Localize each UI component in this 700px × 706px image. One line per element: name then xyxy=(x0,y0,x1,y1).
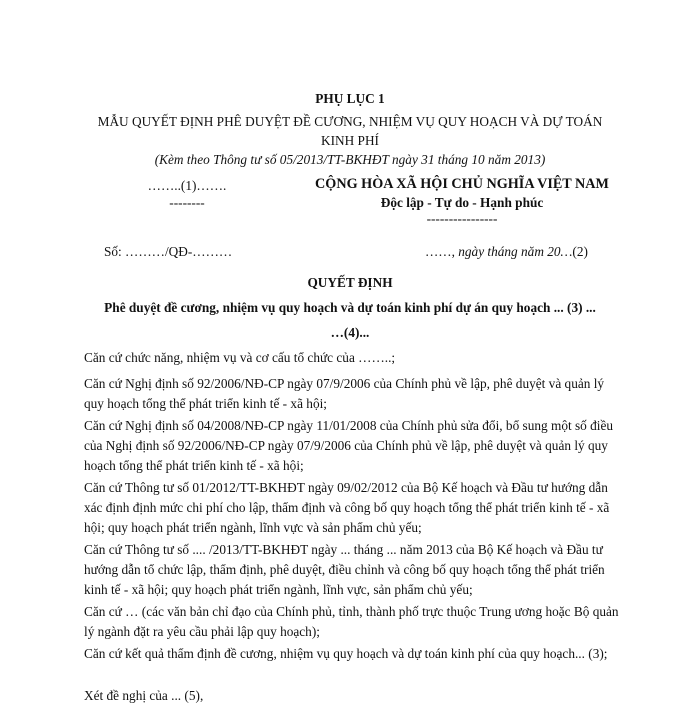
country-name: CỘNG HÒA XÃ HỘI CHỦ NGHĨA VIỆT NAM xyxy=(315,176,609,192)
paragraph-legal-basis-7: Căn cứ kết quả thẩm định đề cương, nhiệm vụ quy hoạch và dự toán kinh phí của quy hoạch... (3); xyxy=(84,646,608,661)
national-motto: Độc lập - Tự do - Hạnh phúc xyxy=(380,195,544,210)
motto-rule: ---------------- xyxy=(426,211,498,226)
issue-date-prefix: ……, xyxy=(425,244,459,259)
paragraph-legal-basis-3: Căn cứ Nghị định số 04/2008/NĐ-CP ngày 11/01/2008 của Chính phủ sửa đổi, bổ sung một số điều của Nghị định số 92/2006/NĐ-CP ngày 07/9/2006 của Chính phủ về lập, phê duyệt và quản lý quy hoạch tổng thể phát triển kinh tế - xã hội; xyxy=(84,418,614,473)
template-subtitle: (Kèm theo Thông tư số 05/2013/TT-BKHĐT ngày 31 tháng 10 năm 2013) xyxy=(154,152,546,167)
template-title-line1: MẪU QUYẾT ĐỊNH PHÊ DUYỆT ĐỀ CƯƠNG, NHIỆM VỤ QUY HOẠCH VÀ DỰ TOÁN xyxy=(97,114,603,129)
decision-subject-line1: Phê duyệt đề cương, nhiệm vụ quy hoạch và dự toán kinh phí dự án quy hoạch ... (3) ... xyxy=(104,300,596,315)
paragraph-legal-basis-5: Căn cứ Thông tư số .... /2013/TT-BKHĐT ngày ... tháng ... năm 2013 của Bộ Kế hoạch và Đầu tư hướng dẫn tổ chức lập, thẩm định, phê duyệt, điều chỉnh và công bố quy hoạch tổng thể phát triển kinh tế - xã hội; quy hoạch phát triển ngành, lĩnh vực, sản phẩm chủ yếu; xyxy=(84,542,605,597)
issue-date-text: ngày tháng năm 20… xyxy=(458,244,573,259)
issue-date-note: (2) xyxy=(572,244,588,259)
paragraph-legal-basis-6: Căn cứ … (các văn bản chỉ đạo của Chính phủ, tỉnh, thành phố trực thuộc Trung ương hoặc Bộ quản lý ngành đặt ra yêu cầu phải lập quy hoạch); xyxy=(84,604,619,639)
decision-subject-line2: …(4)... xyxy=(330,325,370,340)
decision-heading: QUYẾT ĐỊNH xyxy=(307,275,393,290)
issue-date xyxy=(425,244,588,260)
paragraph-legal-basis-4: Căn cứ Thông tư số 01/2012/TT-BKHĐT ngày 09/02/2012 của Bộ Kế hoạch và Đầu tư hướng dẫn xác định định mức chi phí cho lập, thẩm định và công bố quy hoạch tổng thể phát triển kinh tế - xã hội; quy hoạch phát triển ngành, lĩnh vực và sản phẩm chủ yếu; xyxy=(84,480,610,535)
paragraph-proposal: Xét đề nghị của ... (5), xyxy=(84,688,204,703)
agency-name: ……..(1)……. xyxy=(147,178,227,193)
paragraph-legal-basis-2: Căn cứ Nghị định số 92/2006/NĐ-CP ngày 07/9/2006 của Chính phủ về lập, phê duyệt và quản lý quy hoạch tổng thể phát triển kinh tế - xã hội; xyxy=(84,376,605,411)
agency-rule: -------- xyxy=(169,195,205,210)
document-number: Số: ………/QĐ-……… xyxy=(104,244,233,259)
paragraph-legal-basis-1: Căn cứ chức năng, nhiệm vụ và cơ cấu tổ chức của ……..; xyxy=(84,350,396,365)
appendix-label: PHỤ LỤC 1 xyxy=(315,91,385,106)
template-title-line2: KINH PHÍ xyxy=(321,133,379,148)
